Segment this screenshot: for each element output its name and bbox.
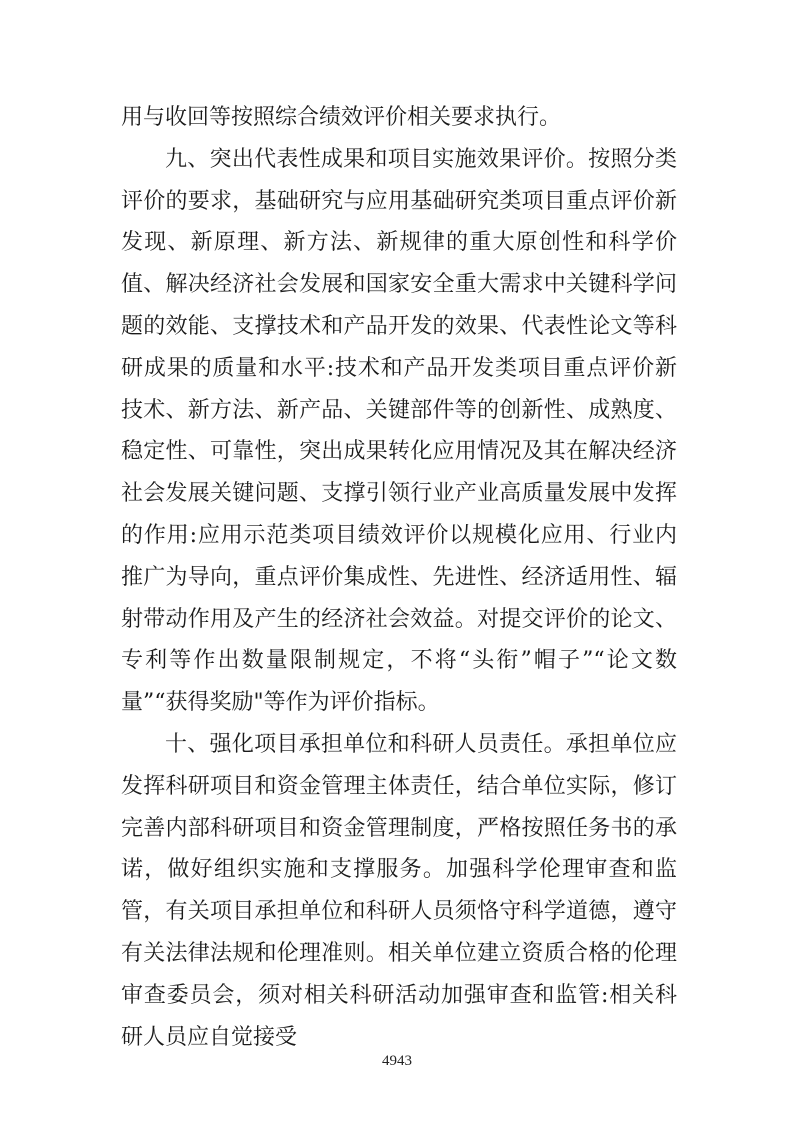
paragraph-item-ten: 十、强化项目承担单位和科研人员责任。承担单位应发挥科研项目和资金管理主体责任，结合单位实际，修订完善内部科研项目和资金管理制度，严格按照任务书的承诺，做好组织实施和支撑服务。加强科学伦理审查和监管，有关项目承担单位和科研人员须恪守科学道德，遵守有关法律法规和伦理准则。相关单位建立资质合格的伦理审查委员会，须对相关科研活动加强审查和监管:相关科研人员应自觉接受	[121, 731, 677, 1050]
paragraph-item-nine: 九、突出代表性成果和项目实施效果评价。按照分类评价的要求，基础研究与应用基础研究类项目重点评价新发现、新原理、新方法、新规律的重大原创性和科学价值、解决经济社会发展和国家安全重大需求中关键科学问题的效能、支撑技术和产品开发的效果、代表性论文等科研成果的质量和水平:技术和产品开发类项目重点评价新技术、新方法、新产品、关键部件等的创新性、成熟度、稳定性、可靠性，突出成果转化应用情况及其在解决经济社会发展关键问题、支撑引领行业产业高质量发展中发挥的作用:应用示范类项目绩效评价以规模化应用、行业内推广为导向，重点评价集成性、先进性、经济适用性、辐射带动作用及产生的经济社会效益。对提交评价的论文、专利等作出数量限制规定，不将“头衔”帽子”“论文数量”“获得奖励"等作为评价指标。	[121, 146, 677, 716]
paragraph-continuation: 用与收回等按照综合绩效评价相关要求执行。	[121, 105, 562, 130]
page-number: 4943	[382, 1053, 412, 1069]
document-body	[121, 97, 677, 1058]
